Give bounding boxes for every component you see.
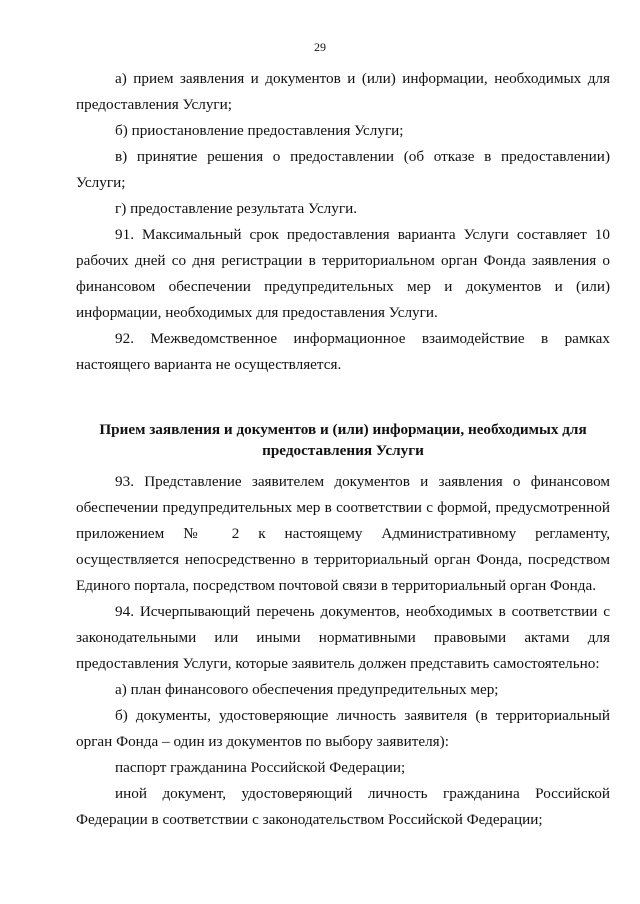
paragraph-91: 91. Максимальный срок предоставления варианта Услуги составляет 10 рабочих дней со дня регистрации в территориальном орган Фонда заявления о финансовом обеспечении предупредительных мер и документов и (или) информации, необходимых для предоставления Услуги. [76, 226, 610, 321]
section-heading [76, 378, 610, 469]
paragraph-92: 92. Межведомственное информационное взаимодействие в рамках настоящего варианта не осуществляется. [76, 330, 610, 373]
paragraph-d-result: г) предоставление результата Услуги. [115, 200, 358, 217]
paragraph-93: 93. Представление заявителем документов и заявления о финансовом обеспечении предупредительных мер в соответствии с формой, предусмотренной приложением № 2 к настоящему Административному регламенту, осуществляется непосредственно в территориальный орган Фонда, посредством Единого портала, посредством почтовой связи в территориальный орган Фонда. [76, 473, 610, 594]
page-number: 29 [314, 40, 326, 54]
list-item-a-plan: а) план финансового обеспечения предупредительных мер; [115, 681, 499, 698]
paragraph-a-receipt: а) прием заявления и документов и (или) информации, необходимых для предоставления Услуги; [76, 70, 610, 113]
paragraph-b-suspension: б) приостановление предоставления Услуги; [115, 122, 404, 139]
list-item-b-identity-documents: б) документы, удостоверяющие личность заявителя (в территориальный орган Фонда – один из документов по выбору заявителя): [76, 707, 610, 750]
section-heading-line-1: Прием заявления и документов и (или) информации, необходимых для [99, 421, 587, 438]
document-body [76, 66, 610, 833]
paragraph-c-decision: в) принятие решения о предоставлении (об отказе в предоставлении) Услуги; [76, 148, 610, 191]
section-heading-line-2: предоставления Услуги [262, 442, 424, 459]
paragraph-94: 94. Исчерпывающий перечень документов, необходимых в соответствии с законодательными или иными нормативными правовыми актами для предоставления Услуги, которые заявитель должен представить самостоятельно: [76, 603, 610, 672]
list-item-other-document: иной документ, удостоверяющий личность гражданина Российской Федерации в соответствии с законодательством Российской Федерации; [76, 785, 610, 828]
list-item-passport: паспорт гражданина Российской Федерации; [115, 759, 406, 776]
